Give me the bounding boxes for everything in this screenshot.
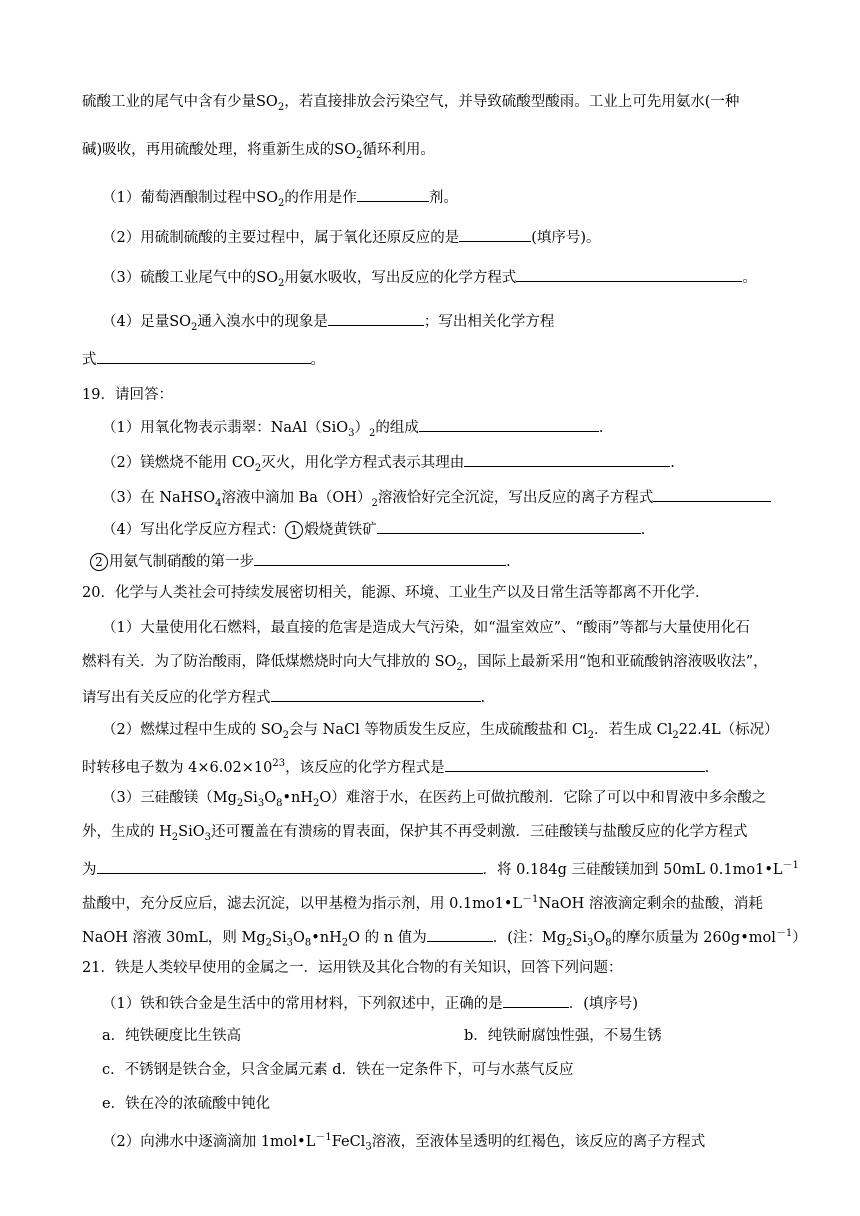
q20-part-3-line-1: （3）三硅酸镁$(Mg_2Si_3O_8•nH_2O)$难溶于水，在医药上可做抗酸剂．它除了可以中和胃液中多余酸之 bbox=[102, 790, 767, 809]
intro-line-1: 硫酸工业的尾气中含有少量$SO_2$，若直接排放会污染空气，并导致硫酸型酸雨。工业上可先用氨水(一种 bbox=[82, 94, 740, 113]
q18-part-3: （3）硫酸工业尾气中的$SO_2$用氨水吸收，写出反应的化学方程式 。 bbox=[102, 266, 757, 294]
answer-blank[interactable] bbox=[653, 486, 771, 502]
answer-blank[interactable] bbox=[445, 756, 705, 772]
answer-blank[interactable] bbox=[254, 550, 506, 566]
answer-blank[interactable] bbox=[459, 226, 531, 242]
option-b: b．纯铁耐腐蚀性强，不易生锈 bbox=[464, 1028, 662, 1044]
answer-blank[interactable] bbox=[357, 186, 429, 202]
q20-part-3-line-5: NaOH 溶液 30mL，则 $Mg_2Si_3O_8•nH_2O$ 的 n 值为 ．(注：$Mg_2Si_3O_8$的摩尔质量为 260g•mol$^{-1}$） bbox=[82, 924, 807, 954]
q18-part-4-cont: 式 。 bbox=[82, 348, 325, 370]
option-c: c．不锈钢是铁合金，只含金属元素 bbox=[102, 1062, 328, 1078]
answer-blank[interactable] bbox=[97, 348, 311, 364]
q20-part-2-line-2: 时转移电子数为 $4\times 6.02\times 10^{23}$，该反应的化学方程式是 . bbox=[82, 754, 709, 778]
intro-line-2: 碱)吸收，再用硫酸处理，将重新生成的$SO_2$循环利用。 bbox=[82, 142, 435, 161]
answer-blank[interactable] bbox=[97, 858, 483, 874]
q21-options-row-1 bbox=[102, 1026, 842, 1046]
q21-heading: 21．铁是人类较早使用的金属之一．运用铁及其化合物的有关知识，回答下列问题： bbox=[82, 960, 623, 976]
q21-options-row-3 bbox=[102, 1094, 270, 1114]
answer-blank[interactable] bbox=[419, 416, 599, 432]
q19-heading: 19．请回答： bbox=[82, 387, 173, 403]
answer-blank[interactable] bbox=[427, 926, 493, 942]
q20-part-3-line-2: 外，生成的 $H_2SiO_3$还可覆盖在有溃疡的胃表面，保护其不再受刺激．三硅酸镁与盐酸反应的化学方程式 bbox=[82, 824, 748, 843]
q19-part-4: （4）写出化学反应方程式： 1 煅烧黄铁矿 . bbox=[102, 518, 645, 540]
q21-options-row-2 bbox=[102, 1060, 574, 1080]
q21-part-2: （2）向沸水中逐滴滴加 $1mol•L^{-1}FeCl_3$溶液，至液体呈透明的红褐色，该反应的离子方程式 bbox=[102, 1132, 706, 1153]
q19-part-1: （1）用氧化物表示翡翠：$NaAl(SiO_3)_2$的组成 . bbox=[102, 416, 603, 444]
circled-number-2: 2 bbox=[90, 553, 108, 571]
q20-part-3-line-3: 为 ．将 0.184g 三硅酸镁加到 50mL $0.1mo1•L^{-1}$ bbox=[82, 856, 799, 880]
answer-blank[interactable] bbox=[328, 310, 424, 326]
q20-part-1-line-1: （1）大量使用化石燃料，最直接的危害是造成大气污染，如“温室效应”、“酸雨”等都与大量使用化石 bbox=[102, 620, 750, 636]
answer-blank[interactable] bbox=[503, 992, 569, 1008]
q20-part-2-line-1: （2）燃煤过程中生成的 $SO_2$会与 NaCl 等物质发生反应，生成硫酸盐和 $Cl_2$．若生成 $Cl_222.4L$（标况） bbox=[102, 722, 779, 741]
q18-part-4: （4）足量$SO_2$通入溴水中的现象是 ；写出相关化学方程 bbox=[102, 310, 554, 338]
q20-part-1-line-2: 燃料有关．为了防治酸雨，降低煤燃烧时向大气排放的 $SO_2$，国际上最新采用“饱和亚硫酸钠溶液吸收法”， bbox=[82, 654, 768, 673]
q18-part-1: （1）葡萄酒酿制过程中$SO_2$的作用是作 剂。 bbox=[102, 186, 458, 214]
q18-part-2: （2）用硫制硫酸的主要过程中，属于氧化还原反应的是 (填序号)。 bbox=[102, 226, 601, 248]
q19-part-3: （3）在 NaHSO$_4$溶液中滴加 $Ba(OH)_2$溶液恰好完全沉淀，写出反应的离子方程式 bbox=[102, 486, 771, 514]
option-e: e．铁在冷的浓硫酸中钝化 bbox=[102, 1096, 271, 1112]
q19-part-4-2: 2 用氨气制硝酸的第一步 . bbox=[90, 550, 511, 572]
answer-blank[interactable] bbox=[516, 266, 742, 282]
q19-part-2: （2）镁燃烧不能用 $CO_2$灭火，用化学方程式表示其理由 . bbox=[102, 451, 675, 479]
q20-part-1-line-3: 请写出有关反应的化学方程式 . bbox=[82, 686, 485, 708]
q21-part-1: （1）铁和铁合金是生活中的常用材料，下列叙述中，正确的是 ．(填序号) bbox=[102, 992, 638, 1014]
option-d: d．铁在一定条件下，可与水蒸气反应 bbox=[332, 1062, 574, 1078]
answer-blank[interactable] bbox=[464, 451, 670, 467]
q20-heading: 20．化学与人类社会可持续发展密切相关，能源、环境、工业生产以及日常生活等都离不开化学． bbox=[82, 585, 710, 601]
answer-blank[interactable] bbox=[377, 518, 641, 534]
circled-number-1: 1 bbox=[285, 521, 303, 539]
answer-blank[interactable] bbox=[271, 686, 481, 702]
q20-part-3-line-4: 盐酸中，充分反应后，滤去沉淀，以甲基橙为指示剂，用 $0.1mo1•L^{-1}NaOH$ 溶液滴定剩余的盐酸，消耗 bbox=[82, 894, 763, 912]
option-a: a．纯铁硬度比生铁高 bbox=[102, 1028, 242, 1044]
